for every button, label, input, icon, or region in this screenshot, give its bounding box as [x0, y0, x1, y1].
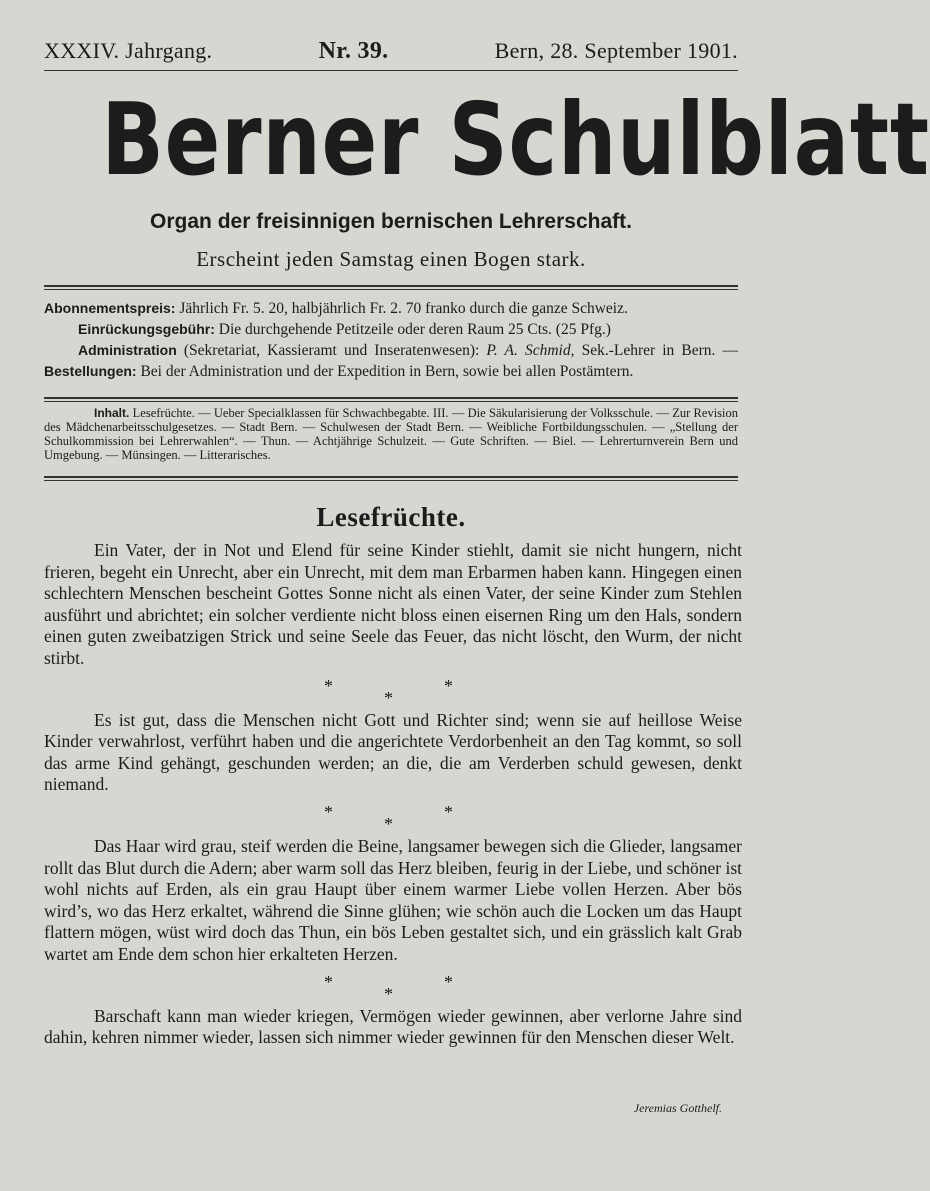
volume-label: XXXIV. Jahrgang. — [44, 38, 213, 63]
place-date: Bern, 28. September 1901. — [494, 38, 738, 63]
separator-star: * — [324, 971, 333, 992]
double-rule-top-b — [44, 289, 738, 290]
contents-label: Inhalt. — [94, 406, 130, 420]
adm-label: Administration — [78, 342, 177, 358]
separator-stars — [44, 796, 742, 836]
separator-stars — [44, 670, 742, 710]
separator-stars — [44, 966, 742, 1006]
double-rule-mid-b — [44, 401, 738, 402]
separator-star: * — [384, 813, 393, 834]
separator-star: * — [384, 687, 393, 708]
separator-star: * — [444, 801, 453, 822]
ein-text: Die durchgehende Petitzeile oder deren Raum 25 Cts. (25 Pfg.) — [218, 321, 611, 338]
contents-text: Lesefrüchte. — Ueber Specialklassen für Schwachbegabte. III. — Die Säkularisierung der Volksschule. — Zur Revision des Mädchenarbeitsschulgesetzes. — Stadt Bern. — Schulwesen der Stadt Bern. — Weibliche Fortbildungsschulen. — „Stellung der Schulkommission bei Lehrerwahlen“. — Thun. — Achtjährige Schulzeit. — Gute Schriften. — Biel. — Lehrerturnverein Bern und Umgebung. — Münsingen. — Litterarisches. — [44, 406, 739, 462]
separator-star: * — [444, 971, 453, 992]
article-paragraph: Ein Vater, der in Not und Elend für seine Kinder stiehlt, damit sie nicht hungern, nicht frieren, begeht ein Unrecht, aber ein Unrecht, mit dem man Erbarmen haben kann. Hingegen einen schlechtern Menschen bescheint Gottes Sonne nicht als einen Vater, der seine Kinder zum Stehlen ausführt und abrichtet; ein solcher verdiente nicht bloss einen eisernen Ring um den Hals, sondern einen guten zweibatzigen Strick und seine Seele das Feuer, das nicht löscht, den Wurm, der nicht stirbt. — [44, 540, 742, 668]
article-author: Jeremias Gotthelf. — [633, 1101, 722, 1115]
adm-text2: Sek.-Lehrer in Bern. — — [581, 342, 738, 359]
organ-subtitle: Organ der freisinnigen bernischen Lehrerschaft. — [150, 210, 632, 233]
issue-number: Nr. 39. — [318, 38, 389, 64]
ein-label: Einrückungsgebühr: — [78, 321, 215, 337]
article-paragraph: Es ist gut, dass die Menschen nicht Gott und Richter sind; wenn sie auf heillose Weise Kinder verwahrlost, verführt haben und die angerichtete Verdorbenheit an den Tag kommt, so soll das arme Kind gehängt, geschunden werden; an die, die am Verderben schuld gewesen, denkt niemand. — [44, 709, 742, 795]
abo-text: Jährlich Fr. 5. 20, halbjährlich Fr. 2. 70 franko durch die ganze Schweiz. — [179, 300, 628, 317]
header-rule — [44, 70, 738, 71]
separator-star: * — [444, 675, 453, 696]
abo-label: Abonnementspreis: — [44, 300, 176, 316]
double-rule-bottom-b — [44, 480, 738, 481]
double-rule-top-a — [44, 285, 738, 287]
separator-star: * — [324, 675, 333, 696]
frequency-line: Erscheint jeden Samstag einen Bogen stark. — [196, 247, 586, 271]
subscription-info — [44, 298, 738, 382]
masthead-title: Berner Schulblatt — [101, 81, 930, 198]
article-body — [44, 540, 742, 1049]
separator-star: * — [384, 983, 393, 1004]
issue-header — [44, 38, 738, 65]
separator-star: * — [324, 801, 333, 822]
article-title: Lesefrüchte. — [316, 502, 466, 532]
double-rule-bottom-a — [44, 476, 738, 478]
best-text: Bei der Administration und der Expedition in Bern, sowie bei allen Postämtern. — [140, 363, 634, 380]
article-paragraph: Das Haar wird grau, steif werden die Beine, langsamer bewegen sich die Glieder, langsamer rollt das Blut durch die Adern; aber warm soll das Herz bleiben, feurig in der Liebe, und schöner ist wohl nichts auf Erden, als ein grau Haupt über einem warmer Liebe vollen Herzen. Aber bös wird’s, wo das Herz erkaltet, während die Sinne glühen; wie schön auch die Locken um das Haupt flattern mögen, wüst wird doch das Thun, ein bös Leben gestaltet sich, und ein grässlich kalt Grab wartet am Ende dem schon hier erkalteten Herzen. — [44, 835, 742, 964]
article-paragraph: Barschaft kann man wieder kriegen, Vermögen wieder gewinnen, aber verlorne Jahre sind dahin, kehren nimmer wieder, lassen sich nimmer wieder gewinnen für den Menschen dieser Welt. — [44, 1005, 742, 1048]
adm-text: (Sekretariat, Kassieramt und Inseratenwesen): — [183, 342, 480, 359]
best-label: Bestellungen: — [44, 363, 137, 379]
double-rule-mid-a — [44, 397, 738, 399]
adm-name: P. A. Schmid, — [486, 342, 575, 359]
table-of-contents — [44, 406, 738, 462]
